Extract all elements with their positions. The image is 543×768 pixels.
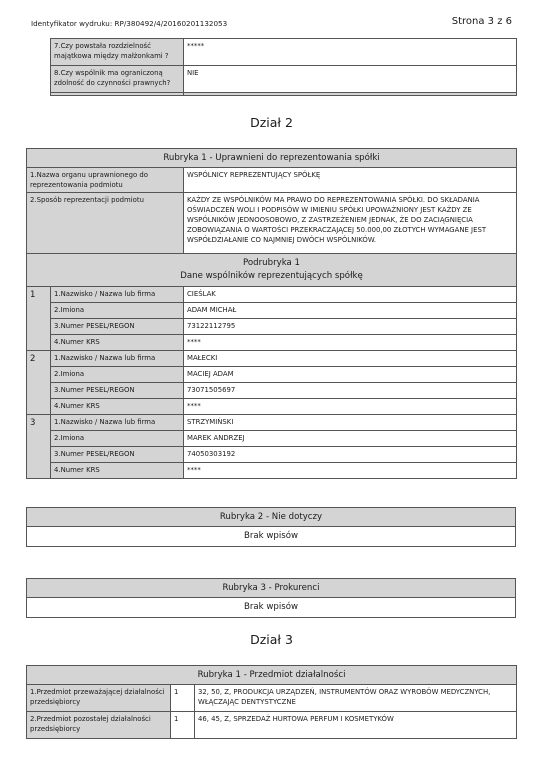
partner-number: 2 bbox=[27, 351, 51, 415]
field-value: ADAM MICHAŁ bbox=[184, 303, 517, 319]
dzial-3-rubryka-1-table bbox=[26, 665, 517, 739]
no-entries-text: Brak wpisów bbox=[27, 527, 516, 546]
field-value: 73071505697 bbox=[184, 383, 517, 399]
section-title-dzial-2: Dział 2 bbox=[250, 115, 293, 130]
podrubryka-title: Podrubryka 1 bbox=[243, 258, 300, 269]
field-label: 1.Nazwisko / Nazwa lub firma bbox=[51, 415, 184, 431]
table-end-bar bbox=[184, 93, 517, 96]
field-value: 46, 45, Z, SPRZEDAŻ HURTOWA PERFUM I KOSMETYKÓW bbox=[195, 712, 517, 739]
field-label: 8.Czy wspólnik ma ograniczoną zdolność do czynności prawnych? bbox=[51, 66, 184, 93]
field-value: **** bbox=[184, 399, 517, 415]
field-label: 1.Nazwa organu uprawnionego do reprezentowania podmiotu bbox=[27, 168, 184, 193]
field-label: 4.Numer KRS bbox=[51, 399, 184, 415]
field-value: CIEŚLAK bbox=[184, 287, 517, 303]
print-identifier: Identyfikator wydruku: RP/380492/4/20160201132053 bbox=[31, 19, 228, 28]
entry-number: 1 bbox=[171, 712, 195, 739]
field-value: 74050303192 bbox=[184, 447, 517, 463]
field-label: 2.Imiona bbox=[51, 367, 184, 383]
field-value: 73122112795 bbox=[184, 319, 517, 335]
field-label: 4.Numer KRS bbox=[51, 335, 184, 351]
field-value: ***** bbox=[184, 39, 517, 66]
entry-number: 1 bbox=[171, 685, 195, 712]
field-label: 3.Numer PESEL/REGON bbox=[51, 319, 184, 335]
rubryka-2-heading: Rubryka 2 - Nie dotyczy bbox=[27, 508, 516, 527]
field-label: 7.Czy powstała rozdzielność majątkowa między małżonkami ? bbox=[51, 39, 184, 66]
top-partner-table bbox=[50, 38, 517, 96]
field-value: MACIEJ ADAM bbox=[184, 367, 517, 383]
partner-number: 3 bbox=[27, 415, 51, 479]
field-value: NIE bbox=[184, 66, 517, 93]
partner-number: 1 bbox=[27, 287, 51, 351]
field-label: 2.Sposób reprezentacji podmiotu bbox=[27, 193, 184, 254]
field-label: 1.Przedmiot przeważającej działalności przedsiębiorcy bbox=[27, 685, 171, 712]
field-value: KAŻDY ZE WSPÓLNIKÓW MA PRAWO DO REPREZENTOWANIA SPÓŁKI. DO SKŁADANIA OŚWIADCZEŃ WOLI I PODPISÓW W IMIENIU SPÓŁKI UPOWAŻNIONY JEST KAŻDY ZE WSPÓLNIKÓW JEDNOOSOBOWO, Z ZASTRZEŻENIEM JEDNAK, ŻE DO ZACIĄGNIĘCIA ZOBOWIĄZANIA O WARTOŚCI PRZEKRACZAJĄCEJ 50.000,00 ZŁOTYCH WYMAGANE JEST WSPÓŁDZIAŁANIE CO NAJMNIEJ DWÓCH WSPÓLNIKÓW. bbox=[184, 193, 517, 254]
podrubryka-heading bbox=[27, 254, 517, 287]
field-value: MAREK ANDRZEJ bbox=[184, 431, 517, 447]
field-label: 3.Numer PESEL/REGON bbox=[51, 447, 184, 463]
field-label: 2.Imiona bbox=[51, 303, 184, 319]
rubryka-3-heading: Rubryka 3 - Prokurenci bbox=[27, 579, 516, 598]
rubryka-2-table bbox=[26, 507, 516, 547]
field-value: 32, 50, Z, PRODUKCJA URZĄDZEŃ, INSTRUMENTÓW ORAZ WYROBÓW MEDYCZNYCH, WŁĄCZAJĄC DENTYSTYCZNE bbox=[195, 685, 517, 712]
rubryka-1-table bbox=[26, 148, 517, 479]
page-number: Strona 3 z 6 bbox=[451, 16, 512, 27]
field-value: WSPÓLNICY REPREZENTUJĄCY SPÓŁKĘ bbox=[184, 168, 517, 193]
field-label: 3.Numer PESEL/REGON bbox=[51, 383, 184, 399]
rubryka-3-table bbox=[26, 578, 516, 618]
field-value: **** bbox=[184, 335, 517, 351]
no-entries-text: Brak wpisów bbox=[27, 598, 516, 617]
rubryka-1-heading: Rubryka 1 - Uprawnieni do reprezentowania spółki bbox=[27, 149, 517, 168]
field-label: 2.Imiona bbox=[51, 431, 184, 447]
section-title-dzial-3: Dział 3 bbox=[250, 632, 293, 647]
field-value: **** bbox=[184, 463, 517, 479]
field-label: 4.Numer KRS bbox=[51, 463, 184, 479]
field-value: MAŁECKI bbox=[184, 351, 517, 367]
field-value: STRZYMIŃSKI bbox=[184, 415, 517, 431]
field-label: 2.Przedmiot pozostałej działalności przedsiębiorcy bbox=[27, 712, 171, 739]
dzial-3-rubryka-1-heading: Rubryka 1 - Przedmiot działalności bbox=[27, 666, 517, 685]
field-label: 1.Nazwisko / Nazwa lub firma bbox=[51, 351, 184, 367]
field-label: 1.Nazwisko / Nazwa lub firma bbox=[51, 287, 184, 303]
podrubryka-subtitle: Dane wspólników reprezentujących spółkę bbox=[180, 271, 363, 282]
table-end-bar bbox=[51, 93, 184, 96]
